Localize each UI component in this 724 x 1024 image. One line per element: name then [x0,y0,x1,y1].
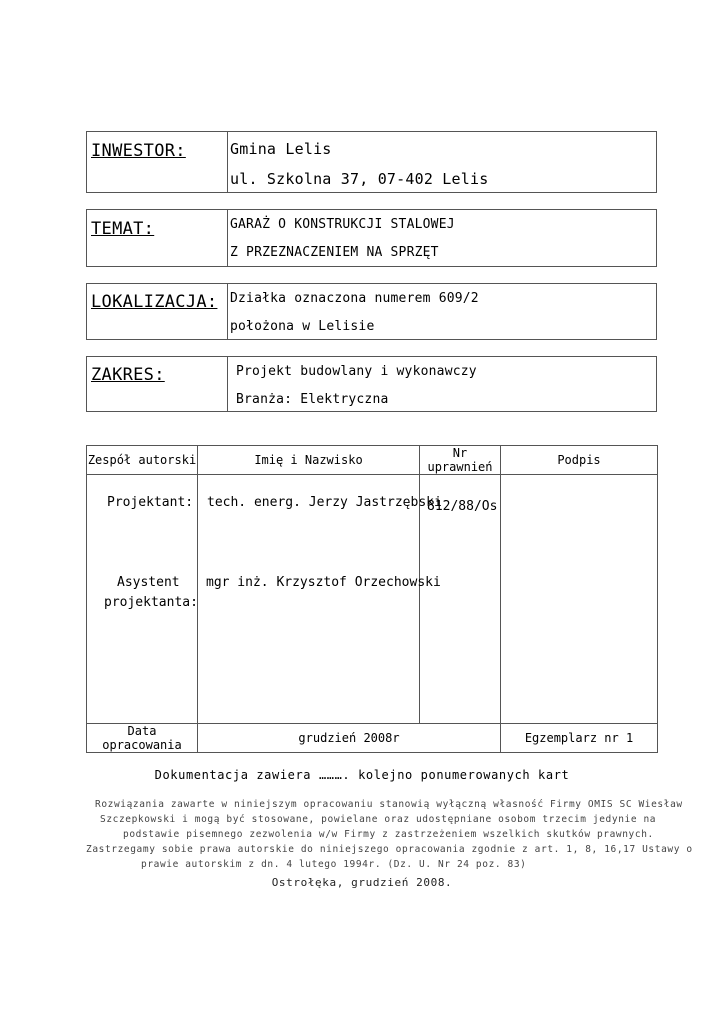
names-cell [198,475,442,724]
location-label: LOKALIZACJA: [91,292,218,312]
header-signature: Podpis [501,446,658,475]
assistant-role-line-2: projektanta: [104,595,198,610]
documentation-line: Dokumentacja zawiera ………. kolejno ponumerowanych kart [154,768,570,782]
designer-role: Projektant: [107,495,194,510]
notice-line-2: Szczepkowski i mogą być stosowane, powielane oraz udostępniane osobom trzecim jedynie na [100,814,657,825]
header-team: Zespół autorski [87,446,198,475]
authors-footer-row [87,724,658,753]
investor-label: INWESTOR: [91,141,186,161]
investor-line-1: Gmina Lelis [230,140,332,158]
scope-line-2: Branża: Elektryczna [236,392,389,407]
investor-divider [227,132,228,192]
scope-box [86,356,657,412]
copyright-notice [86,797,693,872]
notice-line-5: prawie autorskim z dn. 4 lutego 1994r. (Dz. U. Nr 24 poz. 83) [141,859,527,870]
header-name: Imię i Nazwisko [198,446,420,475]
investor-box [86,131,657,193]
location-line-2: położona w Lelisie [230,319,375,334]
location-line-1: Działka oznaczona numerem 609/2 [230,291,479,306]
date-value: grudzień 2008r [198,724,501,753]
scope-divider [227,357,228,411]
scope-label: ZAKRES: [91,365,165,385]
topic-line-1: GARAŻ O KONSTRUKCJI STALOWEJ [230,217,455,232]
topic-line-2: Z PRZEZNACZENIEM NA SPRZĘT [230,245,439,260]
authors-table [86,445,658,753]
topic-divider [227,210,228,266]
notice-line-4: Zastrzegamy sobie prawa autorskie do niniejszego opracowania zgodnie z art. 1, 8, 16,17 Ustawy o [86,844,693,855]
place-date: Ostrołęka, grudzień 2008. [271,876,453,889]
assistant-name: mgr inż. Krzysztof Orzechowski [206,575,441,590]
date-label: Data opracowania [87,724,198,753]
authors-body-row [87,475,658,724]
copy-label: Egzemplarz nr 1 [501,724,658,753]
licenses-cell [420,475,501,724]
topic-box [86,209,657,267]
scope-line-1: Projekt budowlany i wykonawczy [236,364,477,379]
designer-license: 812/88/Os [427,499,498,514]
designer-name: tech. energ. Jerzy Jastrzębski [207,495,442,510]
location-box [86,283,657,340]
assistant-role-line-1: Asystent [117,575,180,590]
location-divider [227,284,228,339]
signature-cell [501,475,658,724]
investor-line-2: ul. Szkolna 37, 07-402 Lelis [230,170,489,188]
authors-header-row [87,446,658,475]
header-license: Nr uprawnień [420,446,501,475]
roles-cell [87,475,198,724]
topic-label: TEMAT: [91,219,155,239]
notice-line-1: Rozwiązania zawarte w niniejszym opracowaniu stanowią wyłączną własność Firmy OMIS SC Wiesław [95,799,683,810]
notice-line-3: podstawie pisemnego zezwolenia w/w Firmy z zastrzeżeniem wszelkich skutków prawnych. [123,829,654,840]
